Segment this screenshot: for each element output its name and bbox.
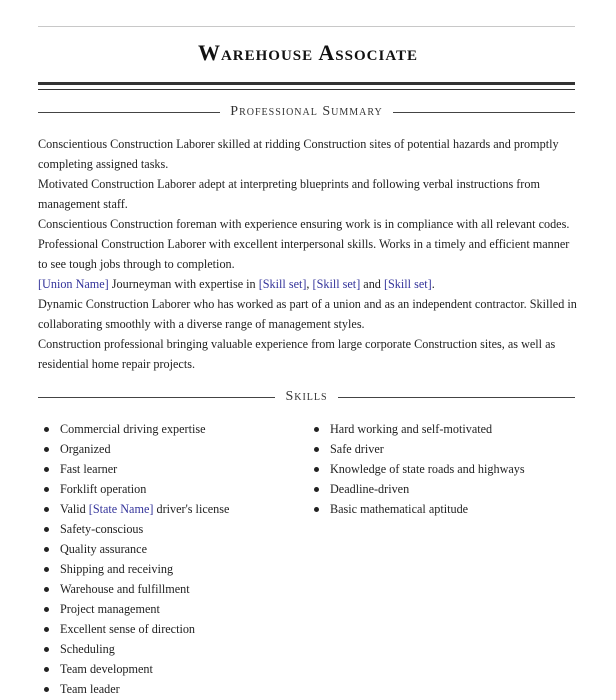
top-divider	[38, 26, 575, 27]
skill-item	[38, 499, 229, 519]
skill-item: Forklift operation	[38, 479, 229, 499]
skill-text: Valid	[60, 502, 89, 516]
summary-paragraph: Construction professional bringing valuable experience from large corporate Construction sites, as well as residential home repair projects.	[38, 337, 556, 371]
section-divider-left	[38, 112, 220, 113]
skill-item: Shipping and receiving	[38, 559, 229, 579]
summary-text: ,	[306, 277, 313, 291]
skill-item: Scheduling	[38, 639, 229, 659]
skill-set-placeholder: [Skill set]	[383, 277, 432, 291]
summary-paragraph: Conscientious Construction foreman with experience ensuring work is in compliance with all relevant codes.	[38, 217, 570, 231]
skills-list-right	[308, 419, 525, 519]
skill-text: driver's license	[153, 502, 230, 516]
title-double-divider	[38, 82, 575, 90]
skill-item: Organized	[38, 439, 229, 459]
summary-heading: Professional Summary	[230, 104, 383, 119]
skills-heading: Skills	[285, 389, 328, 404]
skill-item: Excellent sense of direction	[38, 619, 229, 639]
skill-item: Quality assurance	[38, 539, 229, 559]
state-name-placeholder: [State Name]	[88, 502, 154, 516]
skill-item: Team development	[38, 659, 229, 679]
skill-item: Safe driver	[308, 439, 525, 459]
skill-item: Hard working and self-motivated	[308, 419, 525, 439]
summary-text: and	[360, 277, 384, 291]
summary-text: .	[431, 277, 435, 291]
union-name-placeholder: [Union Name]	[38, 277, 109, 291]
summary-text: Journeyman with expertise in	[108, 277, 259, 291]
section-divider-left	[38, 397, 275, 398]
section-divider-right	[393, 112, 575, 113]
skill-item: Knowledge of state roads and highways	[308, 459, 525, 479]
skill-item: Safety-conscious	[38, 519, 229, 539]
skill-item: Project management	[38, 599, 229, 619]
skill-item: Warehouse and fulfillment	[38, 579, 229, 599]
skills-section-header	[38, 389, 575, 405]
skill-set-placeholder: [Skill set]	[312, 277, 361, 291]
summary-paragraph: Professional Construction Laborer with excellent interpersonal skills. Works in a timely and efficient manner to see tough jobs through to completion.	[38, 237, 570, 271]
summary-paragraph: Motivated Construction Laborer adept at interpreting blueprints and following verbal instructions from management staff.	[38, 177, 540, 211]
skill-item: Commercial driving expertise	[38, 419, 229, 439]
skill-item: Deadline-driven	[308, 479, 525, 499]
summary-paragraph: Dynamic Construction Laborer who has worked as part of a union and as an independent contractor. Skilled in collaborating smoothly with a diverse range of management styles.	[38, 297, 577, 331]
summary-section-header	[38, 104, 575, 120]
summary-body	[38, 134, 578, 374]
skill-set-placeholder: [Skill set]	[258, 277, 307, 291]
summary-paragraph: Conscientious Construction Laborer skilled at ridding Construction sites of potential hazards and promptly completing assigned tasks.	[38, 137, 559, 171]
skill-item: Team leader	[38, 679, 229, 699]
skills-list-left	[38, 419, 229, 699]
section-divider-right	[338, 397, 575, 398]
resume-title: Warehouse Associate	[197, 40, 419, 65]
skill-item: Basic mathematical aptitude	[308, 499, 525, 519]
summary-paragraph-placeholders	[38, 274, 578, 294]
skill-item: Fast learner	[38, 459, 229, 479]
